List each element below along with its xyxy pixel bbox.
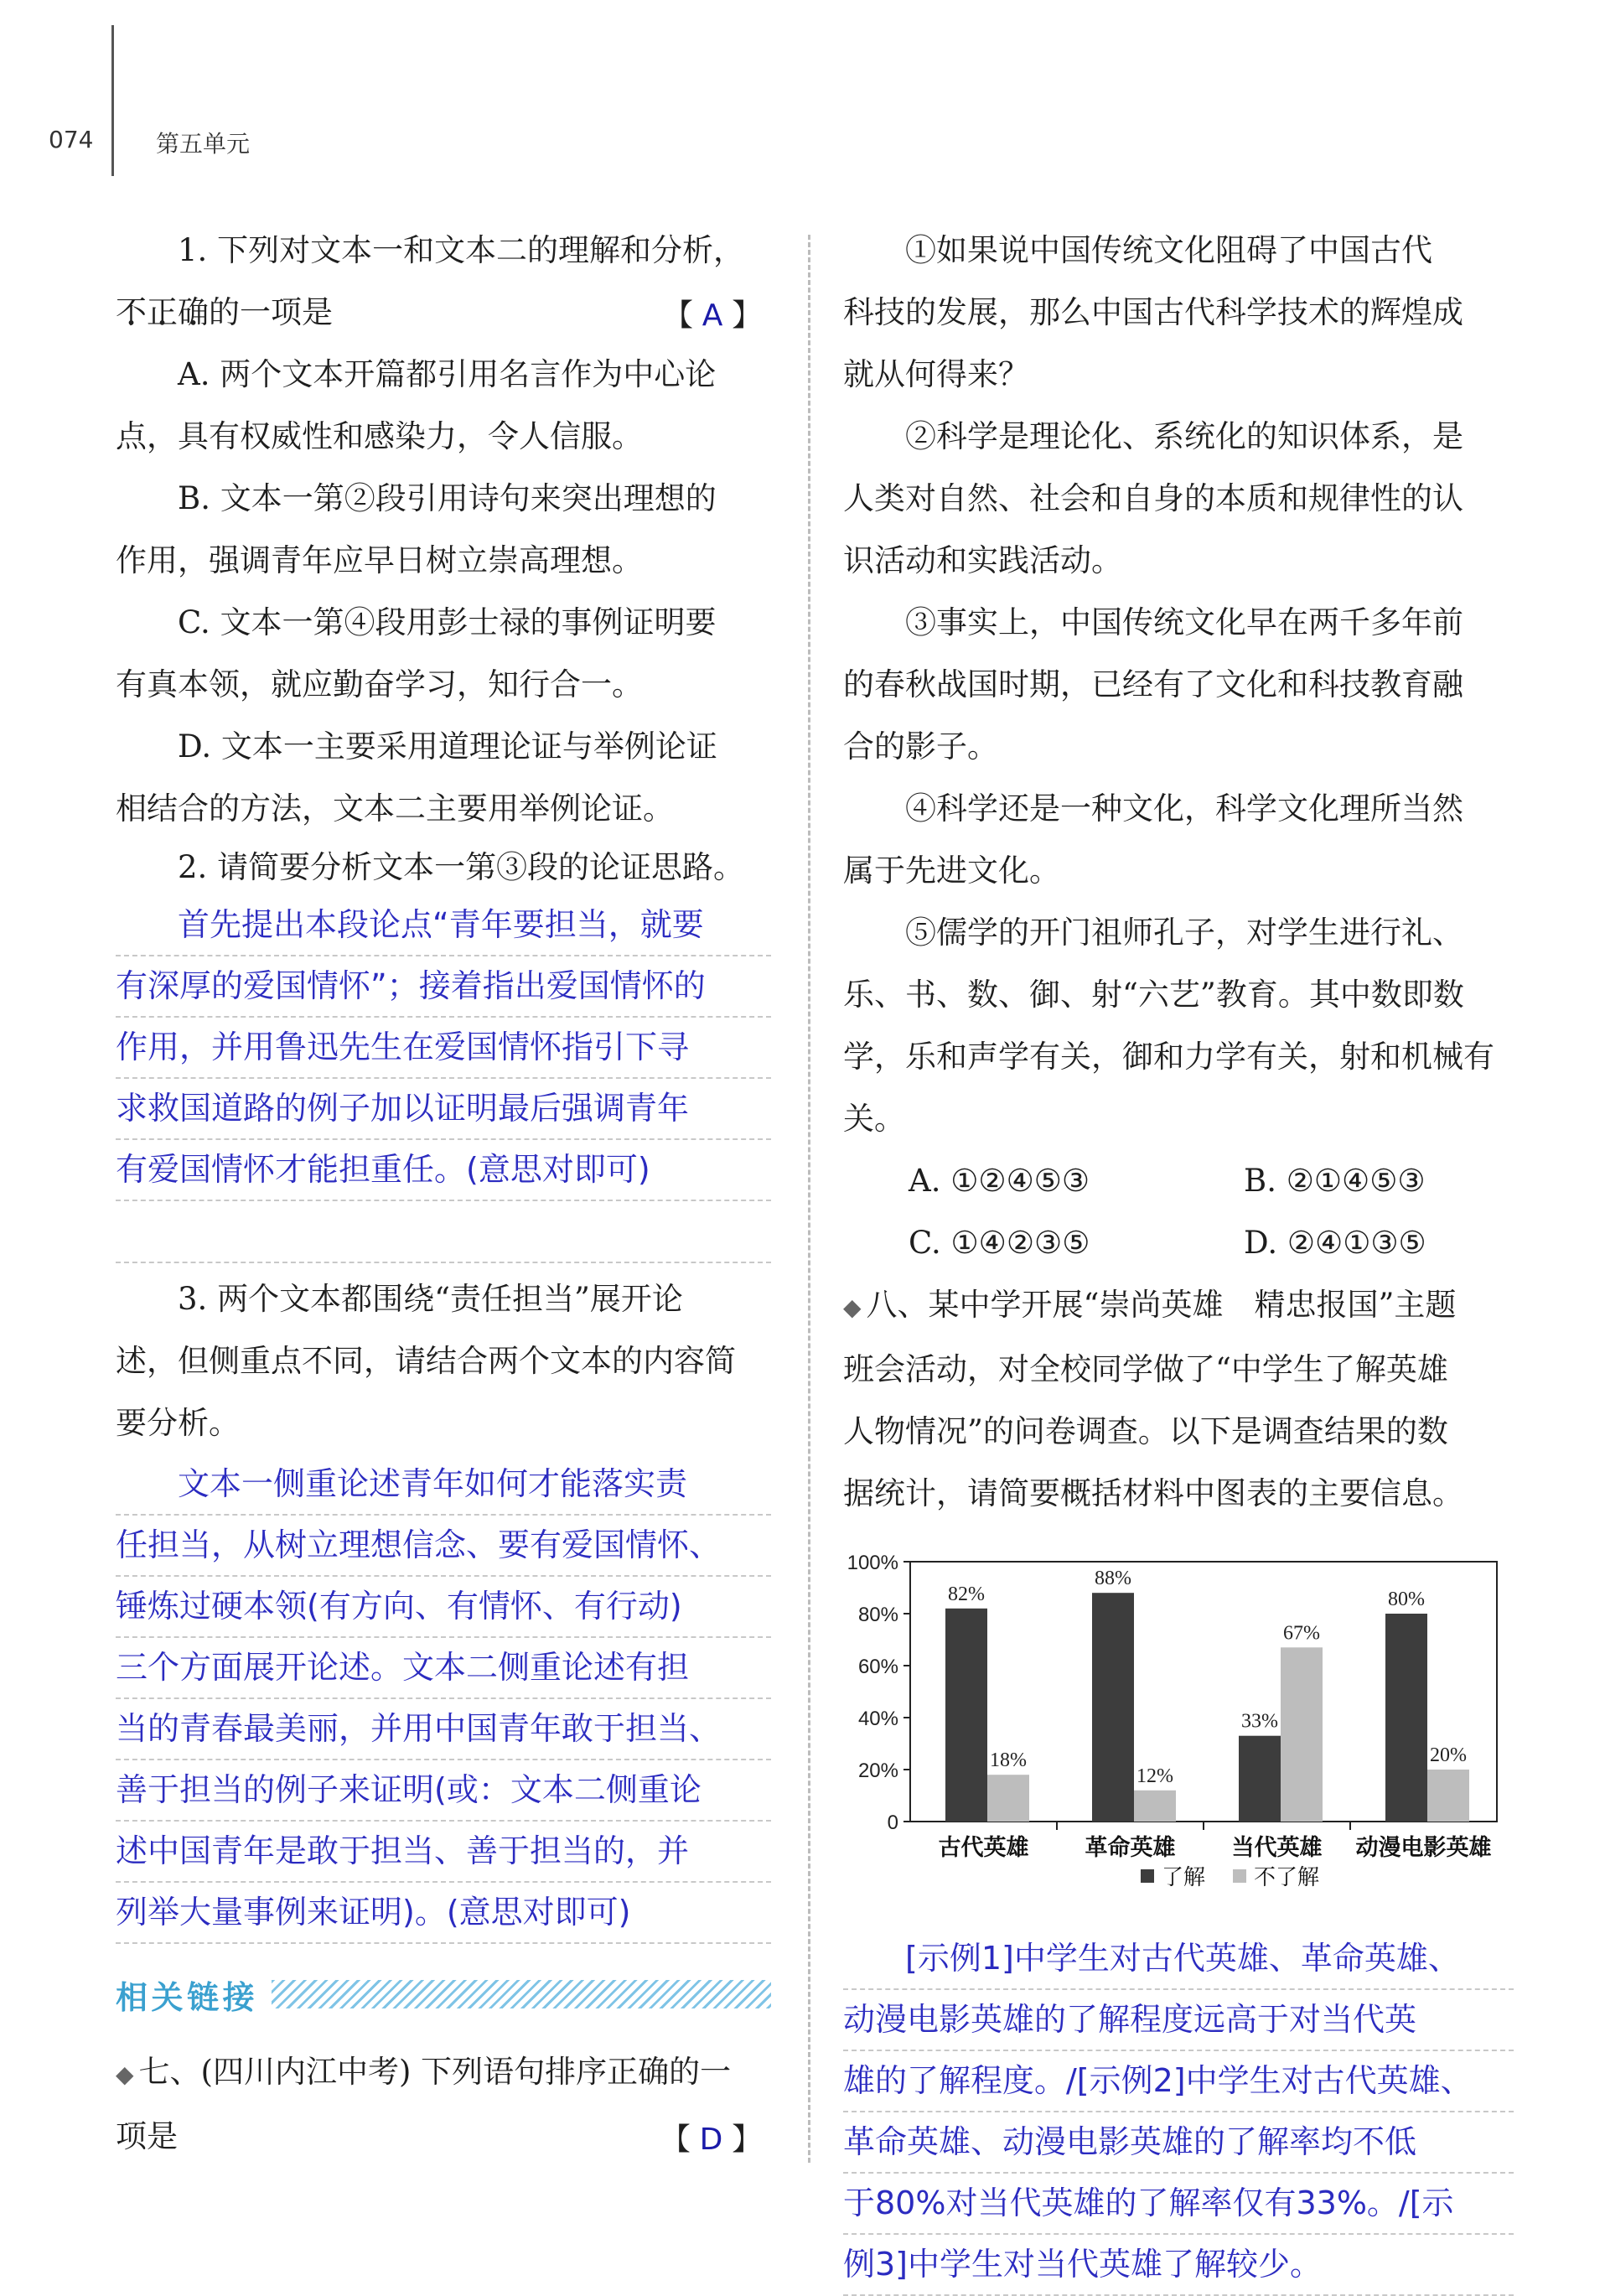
related-links-heading bbox=[116, 1967, 771, 2021]
q7-option-d: D. ②④①③⑤ bbox=[1244, 1225, 1426, 1261]
sentence-3: ③事实上，中国传统文化早在两千多年前 bbox=[905, 604, 1463, 640]
bar-known bbox=[1092, 1593, 1134, 1822]
x-tick-label: 古代英雄 bbox=[938, 1835, 1029, 1861]
bar-data-label: 18% bbox=[990, 1749, 1027, 1772]
q7-answer: D bbox=[699, 2122, 733, 2157]
x-tick-label: 动漫电影英雄 bbox=[1355, 1835, 1492, 1861]
answer-line: 任担当，从树立理想信念、要有爱国情怀、 bbox=[116, 1516, 771, 1577]
diamond-bullet-icon: ◆ bbox=[116, 2060, 134, 2088]
answer-line: [示例1]中学生对古代英雄、革命英雄、 bbox=[843, 1929, 1514, 1990]
sentence-5-cont: 乐、书、数、御、射“六艺”教育。其中数即数 bbox=[843, 977, 1464, 1013]
sentence-1-cont: 科技的发展，那么中国古代科学技术的辉煌成 bbox=[843, 294, 1463, 330]
q7-option-b: B. ②①④⑤③ bbox=[1244, 1163, 1426, 1199]
q1-option-c: C. 文本一第④段用彭士禄的事例证明要 bbox=[178, 604, 717, 640]
answer-line: 动漫电影英雄的了解程度远高于对当代英 bbox=[843, 1990, 1514, 2051]
answer-line: 文本一侧重论述青年如何才能落实责 bbox=[116, 1454, 771, 1516]
q7-stem-text: 七、(四川内江中考) 下列语句排序正确的一 bbox=[138, 2054, 732, 2090]
answer-line: 列举大量事例来证明)。(意思对即可) bbox=[116, 1883, 771, 1944]
bracket-close: 】 bbox=[732, 2122, 771, 2157]
bar-unknown bbox=[1134, 1791, 1176, 1822]
answer-line: 雄的了解程度。/[示例2]中学生对古代英雄、 bbox=[843, 2051, 1514, 2112]
bar-unknown bbox=[987, 1775, 1029, 1822]
sentence-3-end: 合的影子。 bbox=[843, 728, 998, 764]
q3-answer bbox=[116, 1454, 771, 1944]
y-tick-label: 100% bbox=[847, 1552, 898, 1574]
q1-stem-tail: 的一项是 bbox=[209, 294, 333, 330]
q2-answer bbox=[116, 895, 771, 1263]
column-divider bbox=[808, 235, 810, 2163]
q8-stem-cont: 班会活动，对全校同学做了“中学生了解英雄 bbox=[843, 1351, 1448, 1387]
x-tick-label: 革命英雄 bbox=[1085, 1835, 1176, 1861]
bracket-open: 【 bbox=[662, 298, 702, 333]
y-tick-label: 60% bbox=[857, 1656, 898, 1678]
q3-stem-end: 要分析。 bbox=[116, 1405, 240, 1441]
header-rule bbox=[111, 25, 114, 176]
q7-options-row-2 bbox=[843, 1212, 1514, 1274]
right-column bbox=[843, 220, 1514, 2296]
bracket-open: 【 bbox=[660, 2122, 700, 2157]
sentence-5-end: 关。 bbox=[843, 1101, 905, 1137]
sentence-2: ②科学是理论化、系统化的知识体系，是 bbox=[905, 418, 1463, 454]
q1-stem: 1. 下列对文本一和文本二的理解和分析， bbox=[178, 232, 745, 268]
sentence-3-cont: 的春秋战国时期，已经有了文化和科技教育融 bbox=[843, 666, 1463, 702]
answer-line: 革命英雄、动漫电影英雄的了解率均不低 bbox=[843, 2112, 1514, 2174]
q7-stem-cont: 项是 bbox=[116, 2118, 178, 2154]
bar-known bbox=[945, 1609, 987, 1822]
answer-line: 三个方面展开论述。文本二侧重论述有担 bbox=[116, 1638, 771, 1699]
bar-data-label: 12% bbox=[1136, 1765, 1173, 1787]
q8-stem bbox=[843, 1274, 1514, 1339]
left-column bbox=[116, 220, 771, 2168]
legend-swatch-known bbox=[1141, 1869, 1154, 1883]
bar-unknown bbox=[1281, 1647, 1323, 1822]
sentence-5: ⑤儒学的开门祖师孔子，对学生进行礼、 bbox=[905, 915, 1463, 951]
bar-data-label: 82% bbox=[948, 1583, 985, 1605]
q7-stem bbox=[116, 2041, 771, 2106]
q7-option-c: C. ①④②③⑤ bbox=[909, 1225, 1090, 1261]
bar-unknown bbox=[1427, 1770, 1469, 1822]
q8-stem-end: 据统计，请简要概括材料中图表的主要信息。 bbox=[843, 1475, 1463, 1511]
y-tick-label: 0 bbox=[887, 1811, 898, 1834]
answer-line: 求救国道路的例子加以证明最后强调青年 bbox=[116, 1079, 771, 1140]
bar-data-label: 33% bbox=[1241, 1710, 1278, 1733]
q7-answer-box bbox=[660, 2116, 771, 2159]
q1-stem-row bbox=[116, 282, 771, 344]
bar-data-label: 20% bbox=[1430, 1744, 1467, 1766]
heading-hatch bbox=[272, 1980, 771, 2008]
bar-data-label: 88% bbox=[1095, 1568, 1131, 1590]
q7-stem-row bbox=[116, 2106, 771, 2168]
diamond-bullet-icon: ◆ bbox=[843, 1293, 862, 1321]
q7-options-row-1 bbox=[843, 1150, 1514, 1212]
emphasis-char: 确 bbox=[178, 294, 209, 330]
sentence-2-cont: 人类对自然、社会和自身的本质和规律性的认 bbox=[843, 480, 1463, 516]
q3-stem-cont: 述，但侧重点不同，请结合两个文本的内容简 bbox=[116, 1343, 736, 1379]
sentence-1: ①如果说中国传统文化阻碍了中国古代 bbox=[905, 232, 1432, 268]
sentence-1-end: 就从何得来？ bbox=[843, 356, 1029, 392]
q7-option-a: A. ①②④⑤③ bbox=[909, 1163, 1090, 1199]
q3-stem: 3. 两个文本都围绕“责任担当”展开论 bbox=[178, 1281, 683, 1317]
sentence-2-end: 识活动和实践活动。 bbox=[843, 542, 1122, 578]
q1-option-d: D. 文本一主要采用道理论证与举例论证 bbox=[178, 728, 717, 764]
related-links-title: 相关链接 bbox=[116, 1978, 259, 2016]
answer-line: 锤炼过硬本领(有方向、有情怀、有行动) bbox=[116, 1577, 771, 1638]
answer-line: 首先提出本段论点“青年要担当，就要 bbox=[116, 895, 771, 956]
legend-swatch-unknown bbox=[1233, 1869, 1246, 1883]
bar-known bbox=[1385, 1614, 1427, 1822]
q1-option-a: A. 两个文本开篇都引用名言作为中心论 bbox=[178, 356, 717, 392]
answer-line: 例3]中学生对当代英雄了解较少。 bbox=[843, 2235, 1514, 2296]
q1-answer: A bbox=[702, 298, 733, 333]
answer-line: 有爱国情怀才能担重任。(意思对即可) bbox=[116, 1140, 771, 1201]
q1-option-d-cont: 相结合的方法，文本二主要用举例论证。 bbox=[116, 790, 674, 827]
q1-option-b: B. 文本一第②段引用诗句来突出理想的 bbox=[178, 480, 717, 516]
sentence-4: ④科学还是一种文化，科学文化理所当然 bbox=[905, 790, 1463, 827]
answer-line-blank bbox=[116, 1201, 771, 1263]
page-number: 074 bbox=[49, 126, 94, 153]
bar-data-label: 67% bbox=[1283, 1622, 1320, 1645]
answer-line: 述中国青年是敢于担当、善于担当的，并 bbox=[116, 1822, 771, 1883]
legend-label-known: 了解 bbox=[1162, 1865, 1206, 1890]
hero-survey-chart bbox=[843, 1545, 1514, 1914]
answer-line: 于80%对当代英雄的了解率仅有33%。/[示 bbox=[843, 2174, 1514, 2235]
sentence-5-cont2: 学，乐和声学有关，御和力学有关，射和机械有 bbox=[843, 1039, 1494, 1075]
answer-line: 当的青春最美丽，并用中国青年敢于担当、 bbox=[116, 1699, 771, 1760]
y-tick-label: 80% bbox=[857, 1604, 898, 1626]
bar-chart-svg bbox=[843, 1545, 1514, 1914]
y-tick-label: 40% bbox=[857, 1708, 898, 1730]
q8-stem-cont2: 人物情况”的问卷调查。以下是调查结果的数 bbox=[843, 1413, 1448, 1449]
sentence-4-end: 属于先进文化。 bbox=[843, 853, 1060, 889]
x-tick-label: 当代英雄 bbox=[1231, 1835, 1323, 1861]
q8-answer bbox=[843, 1929, 1514, 2296]
answer-line: 善于担当的例子来证明(或：文本二侧重论 bbox=[116, 1760, 771, 1822]
q1-answer-box bbox=[663, 292, 771, 334]
y-tick-label: 20% bbox=[857, 1760, 898, 1782]
answer-line: 有深厚的爱国情怀”；接着指出爱国情怀的 bbox=[116, 956, 771, 1018]
q1-stem-cont bbox=[116, 282, 333, 344]
q1-option-c-cont: 有真本领，就应勤奋学习，知行合一。 bbox=[116, 666, 643, 702]
q1-option-b-cont: 作用，强调青年应早日树立崇高理想。 bbox=[116, 542, 643, 578]
emphasis-char: 正 bbox=[147, 294, 178, 330]
q1-option-a-cont: 点，具有权威性和感染力，令人信服。 bbox=[116, 418, 643, 454]
q8-stem-text: 八、某中学开展“崇尚英雄 精忠报国”主题 bbox=[866, 1287, 1457, 1323]
bar-data-label: 80% bbox=[1388, 1589, 1425, 1610]
bracket-close: 】 bbox=[732, 298, 771, 333]
answer-line: 作用，并用鲁迅先生在爱国情怀指引下寻 bbox=[116, 1018, 771, 1079]
bar-known bbox=[1239, 1736, 1281, 1822]
legend-label-unknown: 不了解 bbox=[1254, 1865, 1320, 1890]
emphasis-char: 不 bbox=[116, 294, 147, 330]
unit-title: 第五单元 bbox=[156, 130, 251, 158]
q2-stem: 2. 请简要分析文本一第③段的论证思路。 bbox=[178, 849, 745, 885]
